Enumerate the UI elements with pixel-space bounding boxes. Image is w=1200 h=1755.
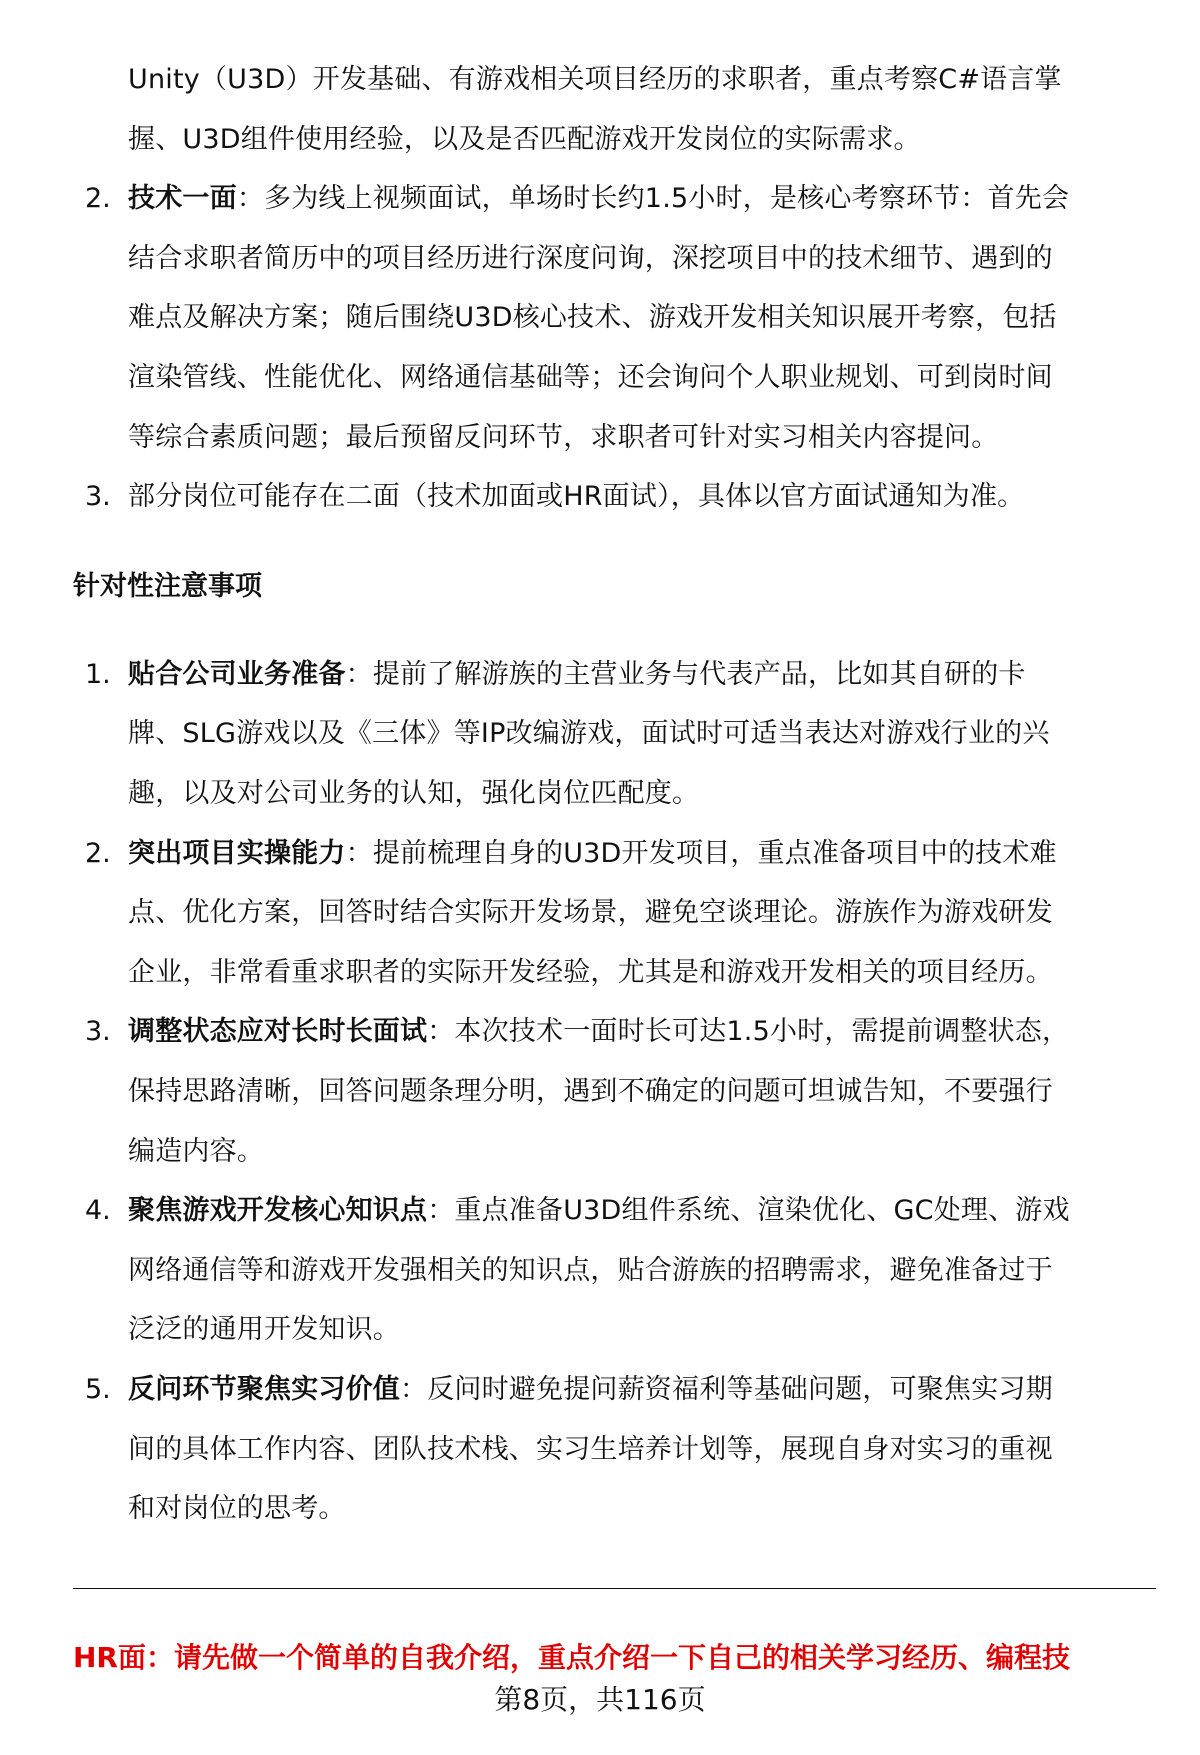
item-text: ：本次技术一面时长可达1.5小时，需提前调整状态， (427, 1016, 1070, 1048)
list-line (128, 1433, 1053, 1467)
list-number: 5. (85, 1374, 111, 1405)
list-line (128, 1135, 264, 1169)
item-title: 反问环节聚焦实习价值 (128, 1374, 400, 1405)
section-heading: 针对性注意事项 (73, 570, 262, 602)
list-number: 2. (85, 837, 111, 869)
item-text: 保持思路清晰，回答问题条理分明，遇到不确定的问题可坦诚告知，不要强行 (128, 1076, 1053, 1107)
list-line (128, 777, 699, 811)
item-title: 聚焦游戏开发核心知识点 (128, 1195, 428, 1227)
item-text: 渲染管线、性能优化、网络通信基础等；还会询问个人职业规划、可到岗时间 (128, 362, 1053, 393)
list-line (128, 658, 1026, 692)
list-line (128, 956, 1053, 990)
item-text: ：提前梳理自身的U3D开发项目，重点准备项目中的技术难 (345, 837, 1057, 869)
item-text: 编造内容。 (128, 1135, 264, 1167)
list-line (128, 480, 1024, 514)
item-title: 调整状态应对长时长面试 (128, 1016, 428, 1048)
item-title: 贴合公司业务准备 (128, 658, 346, 690)
item-title: 技术一面 (128, 183, 237, 215)
list-line (128, 421, 998, 455)
list-line (128, 1015, 1069, 1049)
item-text: 牌、SLG游戏以及《三体》等IP改编游戏，面试时可适当表达对游戏行业的兴 (128, 718, 1050, 750)
list-line (128, 242, 1053, 276)
list-line (128, 837, 1057, 871)
item-text: 和对岗位的思考。 (128, 1493, 346, 1525)
item-text: 泛泛的通用开发知识。 (128, 1314, 400, 1346)
list-line (128, 1492, 346, 1526)
list-line (128, 1373, 1053, 1407)
item-text: 结合求职者简历中的项目经历进行深度问询，深挖项目中的技术细节、遇到的 (128, 242, 1053, 274)
list-line (128, 1313, 400, 1347)
list-number: 4. (85, 1195, 111, 1227)
item-text: 难点及解决方案；随后围绕U3D核心技术、游戏开发相关知识展开考察，包括 (128, 302, 1057, 334)
list-number: 3. (85, 1016, 111, 1048)
next-question: HR面：请先做一个简单的自我介绍，重点介绍一下自己的相关学习经历、编程技 (73, 1641, 1070, 1674)
page-number: 第8页，共116页 (494, 1683, 706, 1716)
list-line (128, 182, 1069, 216)
item-text: 趣，以及对公司业务的认知，强化岗位匹配度。 (128, 778, 700, 809)
item-title: 突出项目实操能力 (128, 837, 346, 869)
list-line (128, 1254, 1053, 1288)
divider (73, 1588, 1156, 1589)
list-line (128, 1194, 1070, 1228)
item-text: 点、优化方案，回答时结合实际开发场景，避免空谈理论。游族作为游戏研发 (128, 897, 1053, 929)
list-number: 3. (85, 481, 111, 513)
text-line: 握、U3D组件使用经验，以及是否匹配游戏开发岗位的实际需求。 (128, 123, 921, 155)
list-line (128, 1075, 1053, 1109)
list-line (128, 717, 1050, 751)
item-text: 部分岗位可能存在二面（技术加面或HR面试），具体以官方面试通知为准。 (128, 481, 1025, 513)
item-text: ：提前了解游族的主营业务与代表产品，比如其自研的卡 (345, 658, 1026, 690)
item-text: 网络通信等和游戏开发强相关的知识点，贴合游族的招聘需求，避免准备过于 (128, 1254, 1053, 1286)
item-text: 企业，非常看重求职者的实际开发经验，尤其是和游戏开发相关的项目经历。 (128, 956, 1053, 988)
item-text: 等综合素质问题；最后预留反问环节，求职者可针对实习相关内容提问。 (128, 421, 999, 453)
list-line (128, 896, 1053, 930)
list-number: 2. (85, 183, 111, 215)
list-number: 1. (85, 658, 111, 690)
item-text: ：多为线上视频面试，单场时长约1.5小时，是核心考察环节：首先会 (236, 183, 1070, 215)
list-line (128, 301, 1057, 335)
list-line (128, 361, 1053, 395)
item-text: ：重点准备U3D组件系统、渲染优化、GC处理、游戏 (427, 1195, 1070, 1227)
text-line: Unity（U3D）开发基础、有游戏相关项目经历的求职者，重点考察C#语言掌 (128, 64, 1062, 95)
item-text: 间的具体工作内容、团队技术栈、实习生培养计划等，展现自身对实习的重视 (128, 1433, 1053, 1465)
item-text: ：反问时避免提问薪资福利等基础问题，可聚焦实习期 (400, 1374, 1053, 1405)
